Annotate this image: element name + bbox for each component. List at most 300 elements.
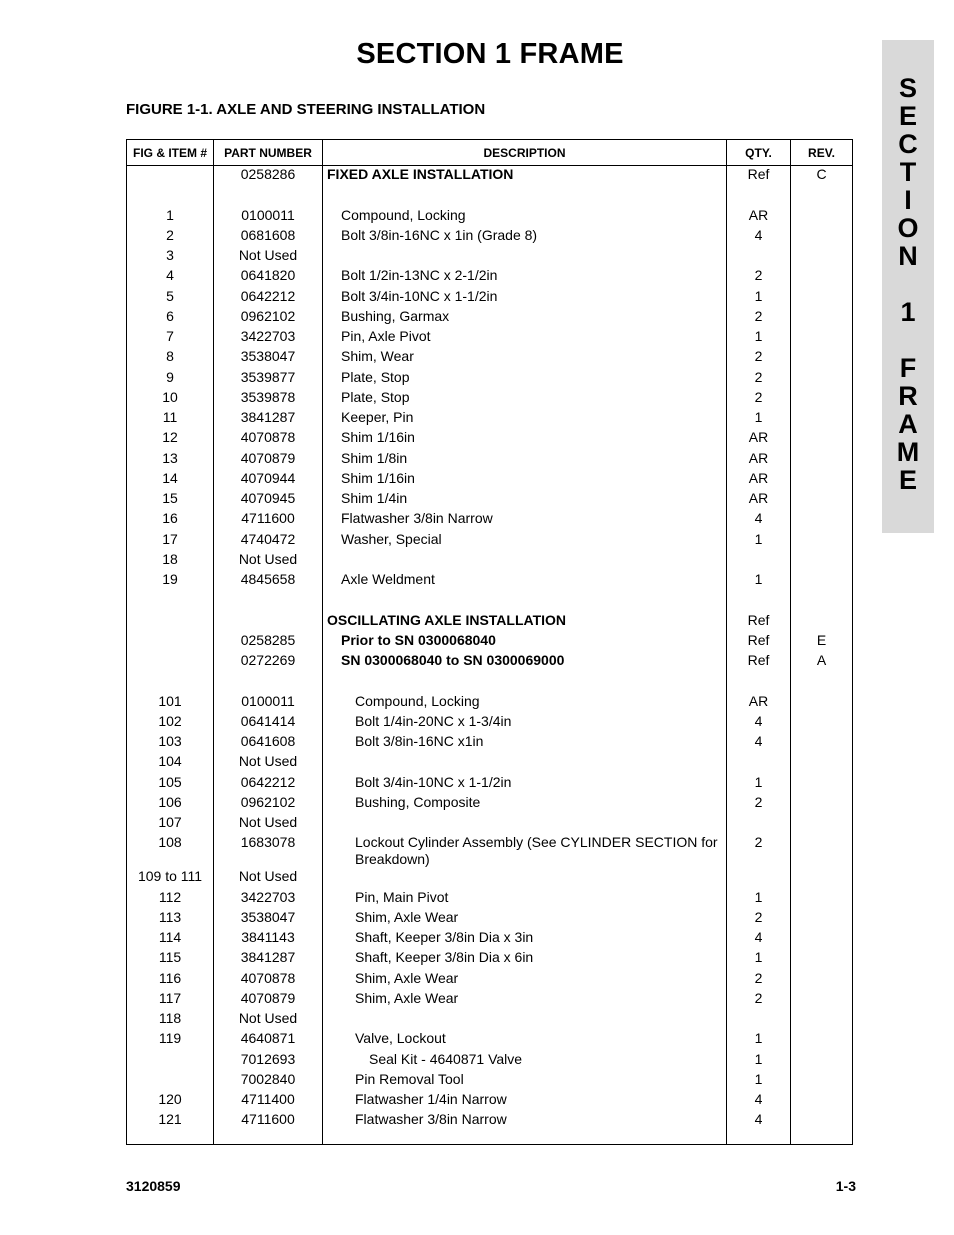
qty-cell xyxy=(727,247,791,267)
description-cell: Flatwasher 3/8in Narrow xyxy=(323,510,727,530)
rev-cell xyxy=(791,834,853,868)
table-row xyxy=(127,227,853,247)
part-number-cell: 0641608 xyxy=(214,733,323,753)
fig-item-cell xyxy=(127,672,214,692)
qty-cell: AR xyxy=(727,450,791,470)
description-cell: Valve, Lockout xyxy=(323,1030,727,1050)
table-row xyxy=(127,949,853,969)
part-number-cell xyxy=(214,672,323,692)
description-cell: Prior to SN 0300068040 xyxy=(323,632,727,652)
qty-cell: AR xyxy=(727,490,791,510)
rev-cell xyxy=(791,612,853,632)
table-row xyxy=(127,247,853,267)
description-cell: Shim, Wear xyxy=(323,348,727,368)
rev-cell xyxy=(791,929,853,949)
fig-item-cell xyxy=(127,1071,214,1091)
fig-item-cell: 18 xyxy=(127,551,214,571)
table-row xyxy=(127,753,853,773)
description-cell: Plate, Stop xyxy=(323,369,727,389)
table-row xyxy=(127,267,853,287)
description-cell: Shim, Axle Wear xyxy=(323,909,727,929)
qty-cell: 2 xyxy=(727,348,791,368)
rev-cell xyxy=(791,288,853,308)
part-number-cell xyxy=(214,612,323,632)
header-qty: QTY. xyxy=(727,140,791,166)
qty-cell: 2 xyxy=(727,308,791,328)
spacer-cell xyxy=(214,1132,323,1145)
fig-item-cell: 17 xyxy=(127,531,214,551)
table-row xyxy=(127,207,853,227)
spacer-cell xyxy=(323,1132,727,1145)
part-number-cell xyxy=(214,186,323,206)
description-cell: Keeper, Pin xyxy=(323,409,727,429)
rev-cell xyxy=(791,889,853,909)
fig-item-cell: 6 xyxy=(127,308,214,328)
qty-cell xyxy=(727,753,791,773)
qty-cell xyxy=(727,814,791,834)
qty-cell: 2 xyxy=(727,267,791,287)
table-row xyxy=(127,652,853,672)
part-number-cell: 0258286 xyxy=(214,166,323,187)
description-cell: Shaft, Keeper 3/8in Dia x 6in xyxy=(323,949,727,969)
table-row xyxy=(127,429,853,449)
rev-cell xyxy=(791,267,853,287)
description-cell: Bolt 1/4in-20NC x 1-3/4in xyxy=(323,713,727,733)
rev-cell xyxy=(791,814,853,834)
table-row xyxy=(127,632,853,652)
fig-item-cell: 114 xyxy=(127,929,214,949)
qty-cell: 1 xyxy=(727,774,791,794)
spacer-cell xyxy=(791,1132,853,1145)
fig-item-cell: 9 xyxy=(127,369,214,389)
description-cell xyxy=(323,247,727,267)
rev-cell xyxy=(791,774,853,794)
rev-cell xyxy=(791,672,853,692)
description-cell xyxy=(323,591,727,611)
fig-item-cell: 121 xyxy=(127,1111,214,1131)
qty-cell: 1 xyxy=(727,409,791,429)
fig-item-cell: 13 xyxy=(127,450,214,470)
table-row xyxy=(127,308,853,328)
rev-cell xyxy=(791,949,853,969)
rev-cell: E xyxy=(791,632,853,652)
fig-item-cell: 19 xyxy=(127,571,214,591)
rev-cell xyxy=(791,693,853,713)
part-number-cell: Not Used xyxy=(214,814,323,834)
table-row xyxy=(127,166,853,187)
part-number-cell: 3841143 xyxy=(214,929,323,949)
rev-cell xyxy=(791,429,853,449)
fig-item-cell: 116 xyxy=(127,970,214,990)
qty-cell: AR xyxy=(727,207,791,227)
fig-item-cell: 104 xyxy=(127,753,214,773)
fig-item-cell: 10 xyxy=(127,389,214,409)
fig-item-cell: 16 xyxy=(127,510,214,530)
table-row xyxy=(127,1051,853,1071)
rev-cell xyxy=(791,1111,853,1131)
rev-cell xyxy=(791,713,853,733)
part-number-cell: 0642212 xyxy=(214,774,323,794)
qty-cell: 1 xyxy=(727,328,791,348)
description-cell: Shim 1/8in xyxy=(323,450,727,470)
rev-cell xyxy=(791,1030,853,1050)
table-row xyxy=(127,774,853,794)
description-cell: Seal Kit - 4640871 Valve xyxy=(323,1051,727,1071)
table-row xyxy=(127,889,853,909)
description-cell: Bolt 3/8in-16NC x1in xyxy=(323,733,727,753)
part-number-cell: 4070945 xyxy=(214,490,323,510)
fig-item-cell: 113 xyxy=(127,909,214,929)
table-row xyxy=(127,868,853,888)
fig-item-cell xyxy=(127,632,214,652)
description-cell: Pin, Main Pivot xyxy=(323,889,727,909)
fig-item-cell: 106 xyxy=(127,794,214,814)
side-tab-letter: E xyxy=(898,101,917,131)
part-number-cell: Not Used xyxy=(214,247,323,267)
description-cell: Shim 1/4in xyxy=(323,490,727,510)
fig-item-cell xyxy=(127,652,214,672)
side-tab-letter: N xyxy=(898,241,918,271)
qty-cell: Ref xyxy=(727,632,791,652)
rev-cell xyxy=(791,551,853,571)
qty-cell: AR xyxy=(727,693,791,713)
rev-cell xyxy=(791,389,853,409)
fig-item-cell: 11 xyxy=(127,409,214,429)
rev-cell: C xyxy=(791,166,853,187)
spacer-cell xyxy=(127,1132,214,1145)
rev-cell xyxy=(791,591,853,611)
part-number-cell: 4640871 xyxy=(214,1030,323,1050)
rev-cell xyxy=(791,1010,853,1030)
part-number-cell: 3539877 xyxy=(214,369,323,389)
description-cell: FIXED AXLE INSTALLATION xyxy=(323,166,727,187)
description-cell: Bolt 1/2in-13NC x 2-1/2in xyxy=(323,267,727,287)
rev-cell xyxy=(791,868,853,888)
description-cell: OSCILLATING AXLE INSTALLATION xyxy=(323,612,727,632)
side-tab-letter: T xyxy=(899,157,917,187)
table-row xyxy=(127,794,853,814)
fig-item-cell: 108 xyxy=(127,834,214,868)
table-row xyxy=(127,470,853,490)
fig-item-cell: 14 xyxy=(127,470,214,490)
qty-cell: 2 xyxy=(727,970,791,990)
description-cell xyxy=(323,1010,727,1030)
description-cell: Pin Removal Tool xyxy=(323,1071,727,1091)
table-row xyxy=(127,348,853,368)
part-number-cell: 4740472 xyxy=(214,531,323,551)
part-number-cell: Not Used xyxy=(214,1010,323,1030)
fig-item-cell: 120 xyxy=(127,1091,214,1111)
fig-item-cell xyxy=(127,591,214,611)
table-row xyxy=(127,186,853,206)
description-cell xyxy=(323,672,727,692)
rev-cell xyxy=(791,348,853,368)
table-row xyxy=(127,369,853,389)
part-number-cell: 3538047 xyxy=(214,348,323,368)
part-number-cell xyxy=(214,591,323,611)
fig-item-cell: 8 xyxy=(127,348,214,368)
table-row xyxy=(127,1010,853,1030)
side-tab-letter: A xyxy=(898,409,918,439)
fig-item-cell: 119 xyxy=(127,1030,214,1050)
qty-cell: AR xyxy=(727,470,791,490)
fig-item-cell: 109 to 111 xyxy=(127,868,214,888)
fig-item-cell: 7 xyxy=(127,328,214,348)
description-cell: Lockout Cylinder Assembly (See CYLINDER SECTION for Breakdown) xyxy=(323,834,727,868)
table-row xyxy=(127,551,853,571)
rev-cell xyxy=(791,470,853,490)
part-number-cell: 0642212 xyxy=(214,288,323,308)
side-tab-letter: I xyxy=(904,185,912,215)
description-cell: Shim, Axle Wear xyxy=(323,970,727,990)
part-number-cell: 4070878 xyxy=(214,429,323,449)
description-cell: SN 0300068040 to SN 0300069000 xyxy=(323,652,727,672)
page-number: 1-3 xyxy=(835,1178,856,1194)
table-row xyxy=(127,531,853,551)
part-number-cell: 4070944 xyxy=(214,470,323,490)
part-number-cell: 7002840 xyxy=(214,1071,323,1091)
qty-cell: 1 xyxy=(727,1051,791,1071)
fig-item-cell: 107 xyxy=(127,814,214,834)
table-row xyxy=(127,591,853,611)
description-cell: Bushing, Composite xyxy=(323,794,727,814)
description-cell: Bushing, Garmax xyxy=(323,308,727,328)
parts-table xyxy=(126,139,853,1145)
fig-item-cell xyxy=(127,1051,214,1071)
rev-cell xyxy=(791,794,853,814)
qty-cell: 1 xyxy=(727,288,791,308)
table-row xyxy=(127,929,853,949)
rev-cell xyxy=(791,1051,853,1071)
table-row xyxy=(127,1071,853,1091)
figure-title: FIGURE 1-1. AXLE AND STEERING INSTALLATION xyxy=(126,101,486,118)
rev-cell xyxy=(791,328,853,348)
qty-cell xyxy=(727,551,791,571)
rev-cell xyxy=(791,733,853,753)
rev-cell xyxy=(791,510,853,530)
table-row xyxy=(127,693,853,713)
side-tab-letter: 1 xyxy=(900,297,916,327)
table-header-row xyxy=(127,140,853,166)
rev-cell xyxy=(791,753,853,773)
table-row xyxy=(127,510,853,530)
qty-cell: 2 xyxy=(727,909,791,929)
rev-cell xyxy=(791,227,853,247)
fig-item-cell xyxy=(127,612,214,632)
fig-item-cell: 3 xyxy=(127,247,214,267)
description-cell: Plate, Stop xyxy=(323,389,727,409)
fig-item-cell: 103 xyxy=(127,733,214,753)
qty-cell: 1 xyxy=(727,531,791,551)
table-bottom-spacer xyxy=(127,1132,853,1145)
description-cell: Compound, Locking xyxy=(323,693,727,713)
rev-cell xyxy=(791,369,853,389)
table-row xyxy=(127,990,853,1010)
rev-cell xyxy=(791,1071,853,1091)
fig-item-cell: 102 xyxy=(127,713,214,733)
table-row xyxy=(127,909,853,929)
qty-cell: 1 xyxy=(727,949,791,969)
part-number-cell: Not Used xyxy=(214,868,323,888)
qty-cell: Ref xyxy=(727,612,791,632)
description-cell xyxy=(323,551,727,571)
part-number-cell: 0258285 xyxy=(214,632,323,652)
description-cell xyxy=(323,814,727,834)
rev-cell: A xyxy=(791,652,853,672)
qty-cell: 2 xyxy=(727,389,791,409)
table-row xyxy=(127,450,853,470)
qty-cell: 2 xyxy=(727,794,791,814)
rev-cell xyxy=(791,531,853,551)
description-cell xyxy=(323,186,727,206)
rev-cell xyxy=(791,409,853,429)
rev-cell xyxy=(791,450,853,470)
qty-cell: Ref xyxy=(727,166,791,187)
table-row xyxy=(127,1091,853,1111)
qty-cell: 4 xyxy=(727,733,791,753)
rev-cell xyxy=(791,207,853,227)
table-row xyxy=(127,490,853,510)
qty-cell xyxy=(727,1010,791,1030)
qty-cell: 4 xyxy=(727,713,791,733)
fig-item-cell: 105 xyxy=(127,774,214,794)
side-tab-letter: S xyxy=(898,73,917,103)
description-cell: Washer, Special xyxy=(323,531,727,551)
side-tab-letter: O xyxy=(897,213,919,243)
part-number-cell: 4711600 xyxy=(214,1111,323,1131)
fig-item-cell: 112 xyxy=(127,889,214,909)
table-row xyxy=(127,409,853,429)
description-cell: Flatwasher 3/8in Narrow xyxy=(323,1111,727,1131)
part-number-cell: 4711400 xyxy=(214,1091,323,1111)
side-tab-letter: F xyxy=(899,353,917,383)
table-row xyxy=(127,713,853,733)
qty-cell: 1 xyxy=(727,1030,791,1050)
part-number-cell: 0100011 xyxy=(214,207,323,227)
table-row xyxy=(127,328,853,348)
rev-cell xyxy=(791,186,853,206)
qty-cell: AR xyxy=(727,429,791,449)
part-number-cell: 0641414 xyxy=(214,713,323,733)
description-cell: Flatwasher 1/4in Narrow xyxy=(323,1091,727,1111)
qty-cell: 4 xyxy=(727,929,791,949)
part-number-cell: Not Used xyxy=(214,551,323,571)
fig-item-cell: 1 xyxy=(127,207,214,227)
description-cell: Bolt 3/4in-10NC x 1-1/2in xyxy=(323,774,727,794)
part-number-cell: 0962102 xyxy=(214,308,323,328)
part-number-cell: 0962102 xyxy=(214,794,323,814)
description-cell: Shim, Axle Wear xyxy=(323,990,727,1010)
header-rev: REV. xyxy=(791,140,853,166)
fig-item-cell: 2 xyxy=(127,227,214,247)
qty-cell: 1 xyxy=(727,889,791,909)
description-cell xyxy=(323,868,727,888)
fig-item-cell: 117 xyxy=(127,990,214,1010)
part-number-cell: 0641820 xyxy=(214,267,323,287)
rev-cell xyxy=(791,308,853,328)
table-row xyxy=(127,814,853,834)
qty-cell: 4 xyxy=(727,1091,791,1111)
rev-cell xyxy=(791,247,853,267)
rev-cell xyxy=(791,970,853,990)
fig-item-cell: 4 xyxy=(127,267,214,287)
qty-cell xyxy=(727,186,791,206)
fig-item-cell xyxy=(127,166,214,187)
description-cell: Bolt 3/8in-16NC x 1in (Grade 8) xyxy=(323,227,727,247)
qty-cell: 1 xyxy=(727,1071,791,1091)
description-cell: Compound, Locking xyxy=(323,207,727,227)
fig-item-cell: 5 xyxy=(127,288,214,308)
description-cell: Shim 1/16in xyxy=(323,470,727,490)
qty-cell: 4 xyxy=(727,1111,791,1131)
table-row xyxy=(127,1030,853,1050)
table-row xyxy=(127,288,853,308)
part-number-cell: 3539878 xyxy=(214,389,323,409)
spacer-cell xyxy=(727,1132,791,1145)
qty-cell xyxy=(727,591,791,611)
fig-item-cell: 115 xyxy=(127,949,214,969)
part-number-cell: 1683078 xyxy=(214,834,323,868)
part-number-cell: 0681608 xyxy=(214,227,323,247)
side-tab-letter: E xyxy=(898,465,917,495)
fig-item-cell: 118 xyxy=(127,1010,214,1030)
part-number-cell: 3841287 xyxy=(214,949,323,969)
table-row xyxy=(127,389,853,409)
description-cell xyxy=(323,753,727,773)
table-row xyxy=(127,571,853,591)
part-number-cell: 3422703 xyxy=(214,889,323,909)
part-number-cell: 0100011 xyxy=(214,693,323,713)
fig-item-cell xyxy=(127,186,214,206)
description-cell: Shim 1/16in xyxy=(323,429,727,449)
part-number-cell: 4711600 xyxy=(214,510,323,530)
part-number-cell: 4070878 xyxy=(214,970,323,990)
description-cell: Shaft, Keeper 3/8in Dia x 3in xyxy=(323,929,727,949)
description-cell: Axle Weldment xyxy=(323,571,727,591)
description-cell: Pin, Axle Pivot xyxy=(323,328,727,348)
rev-cell xyxy=(791,571,853,591)
fig-item-cell: 101 xyxy=(127,693,214,713)
part-number-cell: 0272269 xyxy=(214,652,323,672)
part-number-cell: Not Used xyxy=(214,753,323,773)
section-side-tab xyxy=(882,40,934,533)
qty-cell: 2 xyxy=(727,834,791,868)
side-tab-letter: C xyxy=(898,129,918,159)
qty-cell: Ref xyxy=(727,652,791,672)
description-cell: Bolt 3/4in-10NC x 1-1/2in xyxy=(323,288,727,308)
qty-cell: 2 xyxy=(727,990,791,1010)
side-tab-letter: R xyxy=(898,381,918,411)
qty-cell: 4 xyxy=(727,227,791,247)
part-number-cell: 4845658 xyxy=(214,571,323,591)
fig-item-cell: 15 xyxy=(127,490,214,510)
page-title: SECTION 1 FRAME xyxy=(356,38,624,70)
rev-cell xyxy=(791,909,853,929)
qty-cell: 4 xyxy=(727,510,791,530)
part-number-cell: 4070879 xyxy=(214,990,323,1010)
qty-cell xyxy=(727,672,791,692)
part-number-cell: 7012693 xyxy=(214,1051,323,1071)
qty-cell: 2 xyxy=(727,369,791,389)
qty-cell: 1 xyxy=(727,571,791,591)
doc-number: 3120859 xyxy=(126,1178,181,1194)
table-row xyxy=(127,733,853,753)
table-row xyxy=(127,612,853,632)
part-number-cell: 3422703 xyxy=(214,328,323,348)
table-row xyxy=(127,970,853,990)
table-row xyxy=(127,834,853,868)
rev-cell xyxy=(791,990,853,1010)
